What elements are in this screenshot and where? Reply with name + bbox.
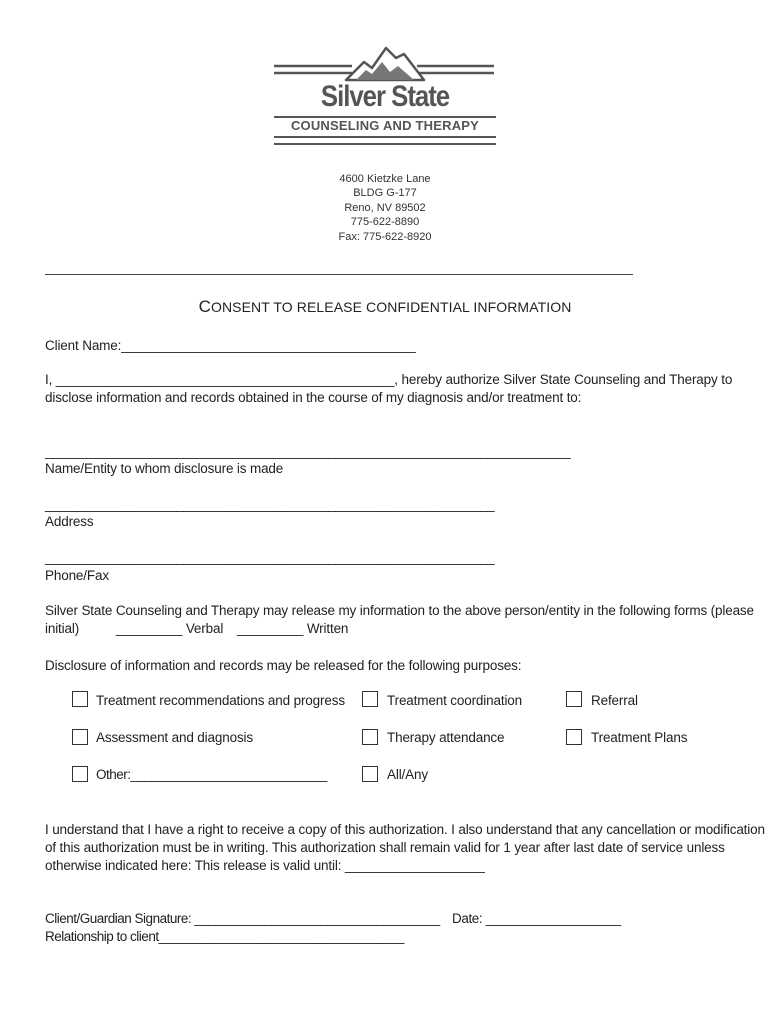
authorize-line-1[interactable]: I, ______________________________________________, hereby authorize Silver State Counseling and Therapy to xyxy=(45,372,733,387)
treatment-plans-checkbox[interactable] xyxy=(566,729,582,745)
logo-subtitle: COUNSELING AND THERAPY xyxy=(290,118,480,133)
assessment-diagnosis-checkbox[interactable] xyxy=(72,729,88,745)
header-divider xyxy=(45,274,633,275)
page-title xyxy=(0,297,770,317)
logo-rule-mid xyxy=(274,136,496,138)
address-street: 4600 Kietzke Lane xyxy=(339,173,431,185)
purposes-intro: Disclosure of information and records may be released for the following purposes: xyxy=(45,658,522,673)
title-rest: ONSENT TO RELEASE CONFIDENTIAL INFORMATION xyxy=(210,299,572,315)
treatment-recommendations-label: Treatment recommendations and progress xyxy=(96,693,345,708)
address-phone: 775-622-8890 xyxy=(350,216,420,229)
forms-initial-label: initial) xyxy=(45,621,80,636)
treatment-plans-label: Treatment Plans xyxy=(591,730,688,745)
address-field[interactable]: _________________________________________________________________ xyxy=(45,497,495,512)
address-city: Reno, NV 89502 xyxy=(344,201,426,214)
name-entity-field[interactable]: ____________________________________________________________________________ xyxy=(45,444,571,459)
referral-label: Referral xyxy=(591,693,638,708)
address-building: BLDG G-177 xyxy=(353,187,417,200)
treatment-coordination-label: Treatment coordination xyxy=(387,693,523,708)
logo-name: Silver State xyxy=(320,80,450,113)
date-field[interactable]: Date: ___________________ xyxy=(452,911,621,926)
all-any-checkbox[interactable] xyxy=(362,766,378,782)
phone-fax-field[interactable]: _________________________________________________________________ xyxy=(45,550,495,565)
other-checkbox[interactable] xyxy=(72,766,88,782)
address-block xyxy=(0,172,770,244)
relationship-field[interactable]: Relationship to client___________________________________ xyxy=(45,929,404,944)
phone-fax-label: Phone/Fax xyxy=(45,568,109,583)
therapy-attendance-checkbox[interactable] xyxy=(362,729,378,745)
referral-checkbox[interactable] xyxy=(566,691,582,707)
valid-until-field[interactable]: otherwise indicated here: This release is valid until: ___________________ xyxy=(45,858,485,873)
assessment-diagnosis-label: Assessment and diagnosis xyxy=(96,730,253,745)
client-signature-field[interactable]: Client/Guardian Signature: ___________________________________ xyxy=(45,911,440,926)
logo-rule-top xyxy=(274,116,496,118)
treatment-coordination-checkbox[interactable] xyxy=(362,691,378,707)
all-any-label: All/Any xyxy=(387,767,428,782)
name-entity-label: Name/Entity to whom disclosure is made xyxy=(45,461,284,476)
written-initial-field[interactable]: _________ Written xyxy=(237,621,349,636)
treatment-recommendations-checkbox[interactable] xyxy=(72,691,88,707)
understand-line-2: of this authorization must be in writing. This authorization shall remain valid for 1 year after last date of service unless xyxy=(45,840,725,855)
therapy-attendance-label: Therapy attendance xyxy=(387,730,505,745)
logo-rule-bottom xyxy=(274,143,496,145)
address-fax: Fax: 775-622-8920 xyxy=(338,230,432,243)
forms-line-1: Silver State Counseling and Therapy may release my information to the above person/entity in the following forms (please xyxy=(45,603,754,618)
authorize-line-2: disclose information and records obtained in the course of my diagnosis and/or treatment to: xyxy=(45,390,582,405)
verbal-initial-field[interactable]: _________ Verbal xyxy=(116,621,224,636)
title-first-letter: C xyxy=(198,297,211,316)
understand-line-1: I understand that I have a right to receive a copy of this authorization. I also understand that any cancellation or modification xyxy=(45,822,765,837)
address-label: Address xyxy=(45,514,94,529)
client-name-field[interactable]: Client Name:________________________________________ xyxy=(45,338,416,353)
other-field[interactable]: Other:____________________________ xyxy=(96,767,327,782)
